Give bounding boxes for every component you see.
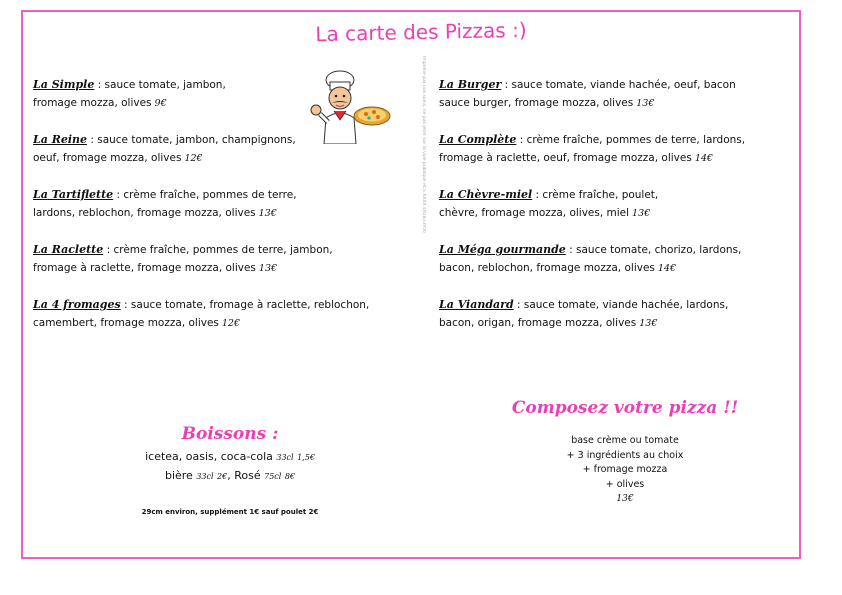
compose-line: base crème ou tomate <box>571 435 679 446</box>
pizza-ingredients: sauce burger, fromage mozza, olives <box>439 96 634 109</box>
pizza-name: La Chèvre-miel <box>439 188 533 201</box>
pizza-name: La Tartiflette <box>33 188 114 201</box>
pizza-name: La Raclette <box>33 243 104 256</box>
drink-price: 1,5€ <box>297 453 315 462</box>
drinks-line <box>80 467 380 486</box>
pizza-ingredients: chèvre, fromage mozza, olives, miel <box>439 206 630 219</box>
drink-price: 2€ <box>217 472 228 481</box>
pizza-item <box>33 296 373 332</box>
pizza-item <box>33 241 373 277</box>
pizza-ingredients: : sauce tomate, viande hachée, oeuf, bacon <box>501 79 736 91</box>
pizza-name: La Burger <box>439 78 502 91</box>
drink-size: 75cl <box>264 472 282 481</box>
pizza-ingredients: : crème fraîche, pommes de terre, <box>113 189 297 201</box>
pizza-ingredients: : crème fraîche, poulet, <box>532 189 659 201</box>
pizza-price: 9€ <box>154 97 167 109</box>
drinks-section <box>80 424 380 516</box>
pizza-price: 13€ <box>258 262 278 274</box>
pizza-item <box>439 296 779 332</box>
compose-line: + fromage mozza <box>582 464 668 475</box>
pizza-name: La Complète <box>439 133 517 146</box>
pizza-ingredients: : sauce tomate, viande hachée, lardons, <box>513 299 729 311</box>
drink-size: 33cl <box>196 472 214 481</box>
pizza-list-right <box>439 76 779 351</box>
pizza-ingredients: : sauce tomate, fromage à raclette, reblochon, <box>120 299 370 311</box>
compose-line: + 3 ingrédients au choix <box>566 449 684 461</box>
pizza-price: 12€ <box>184 152 203 164</box>
pizza-ingredients: fromage mozza, olives <box>33 96 152 109</box>
pizza-ingredients: : sauce tomate, jambon, champignons, <box>87 134 296 146</box>
pizza-item <box>33 186 373 222</box>
size-note: 29cm environ, supplément 1€ sauf poulet 2€ <box>141 508 319 516</box>
side-legal-note: Imprimé par nos soins, ne pas jeter sur la voie publique RCS XXXX 492833956 <box>421 56 426 233</box>
pizza-chef-icon <box>306 70 392 144</box>
pizza-ingredients: oeuf, fromage mozza, olives <box>33 151 182 164</box>
drinks-heading: Boissons : <box>181 424 279 444</box>
pizza-price: 12€ <box>221 317 241 329</box>
pizza-ingredients: lardons, reblochon, fromage mozza, olives <box>33 206 256 219</box>
pizza-name: La 4 fromages <box>33 298 121 311</box>
pizza-item <box>439 241 779 277</box>
pizza-price: 13€ <box>632 207 651 219</box>
drink-name: , Rosé <box>227 469 261 482</box>
pizza-ingredients: fromage à raclette, fromage mozza, olives <box>33 261 256 274</box>
pizza-ingredients: bacon, reblochon, fromage mozza, olives <box>439 261 655 274</box>
compose-section <box>500 398 750 506</box>
pizza-name: La Simple <box>33 78 95 91</box>
pizza-price: 14€ <box>657 262 677 274</box>
drinks-list: icetea, oasis, coca-cola <box>145 450 273 463</box>
pizza-price: 14€ <box>694 152 713 164</box>
pizza-ingredients: bacon, origan, fromage mozza, olives <box>439 316 637 329</box>
pizza-ingredients: : crème fraîche, pommes de terre, lardons, <box>516 134 746 146</box>
pizza-name: La Méga gourmande <box>439 243 566 256</box>
pizza-ingredients: fromage à raclette, oeuf, fromage mozza, olives <box>439 151 692 164</box>
pizza-item <box>439 76 779 112</box>
compose-price: 13€ <box>616 494 634 504</box>
compose-line: + olives <box>605 478 645 490</box>
pizza-price: 13€ <box>639 317 658 329</box>
pizza-ingredients: : crème fraîche, pommes de terre, jambon, <box>103 244 333 256</box>
pizza-name: La Viandard <box>439 298 514 311</box>
pizza-price: 13€ <box>258 207 277 219</box>
drinks-line <box>80 448 380 467</box>
compose-heading: Composez votre pizza !! <box>511 398 739 418</box>
drink-size: 33cl <box>276 453 294 462</box>
drink-name: bière <box>164 469 193 482</box>
pizza-ingredients: : sauce tomate, jambon, <box>94 79 226 91</box>
page-title: La carte des Pizzas :) <box>315 17 527 47</box>
pizza-ingredients: : sauce tomate, chorizo, lardons, <box>565 244 742 256</box>
pizza-ingredients: camembert, fromage mozza, olives <box>33 316 219 329</box>
pizza-price: 13€ <box>636 97 655 109</box>
pizza-name: La Reine <box>33 133 88 146</box>
pizza-item <box>439 186 779 222</box>
pizza-item <box>439 131 779 167</box>
drink-price: 8€ <box>284 472 296 481</box>
